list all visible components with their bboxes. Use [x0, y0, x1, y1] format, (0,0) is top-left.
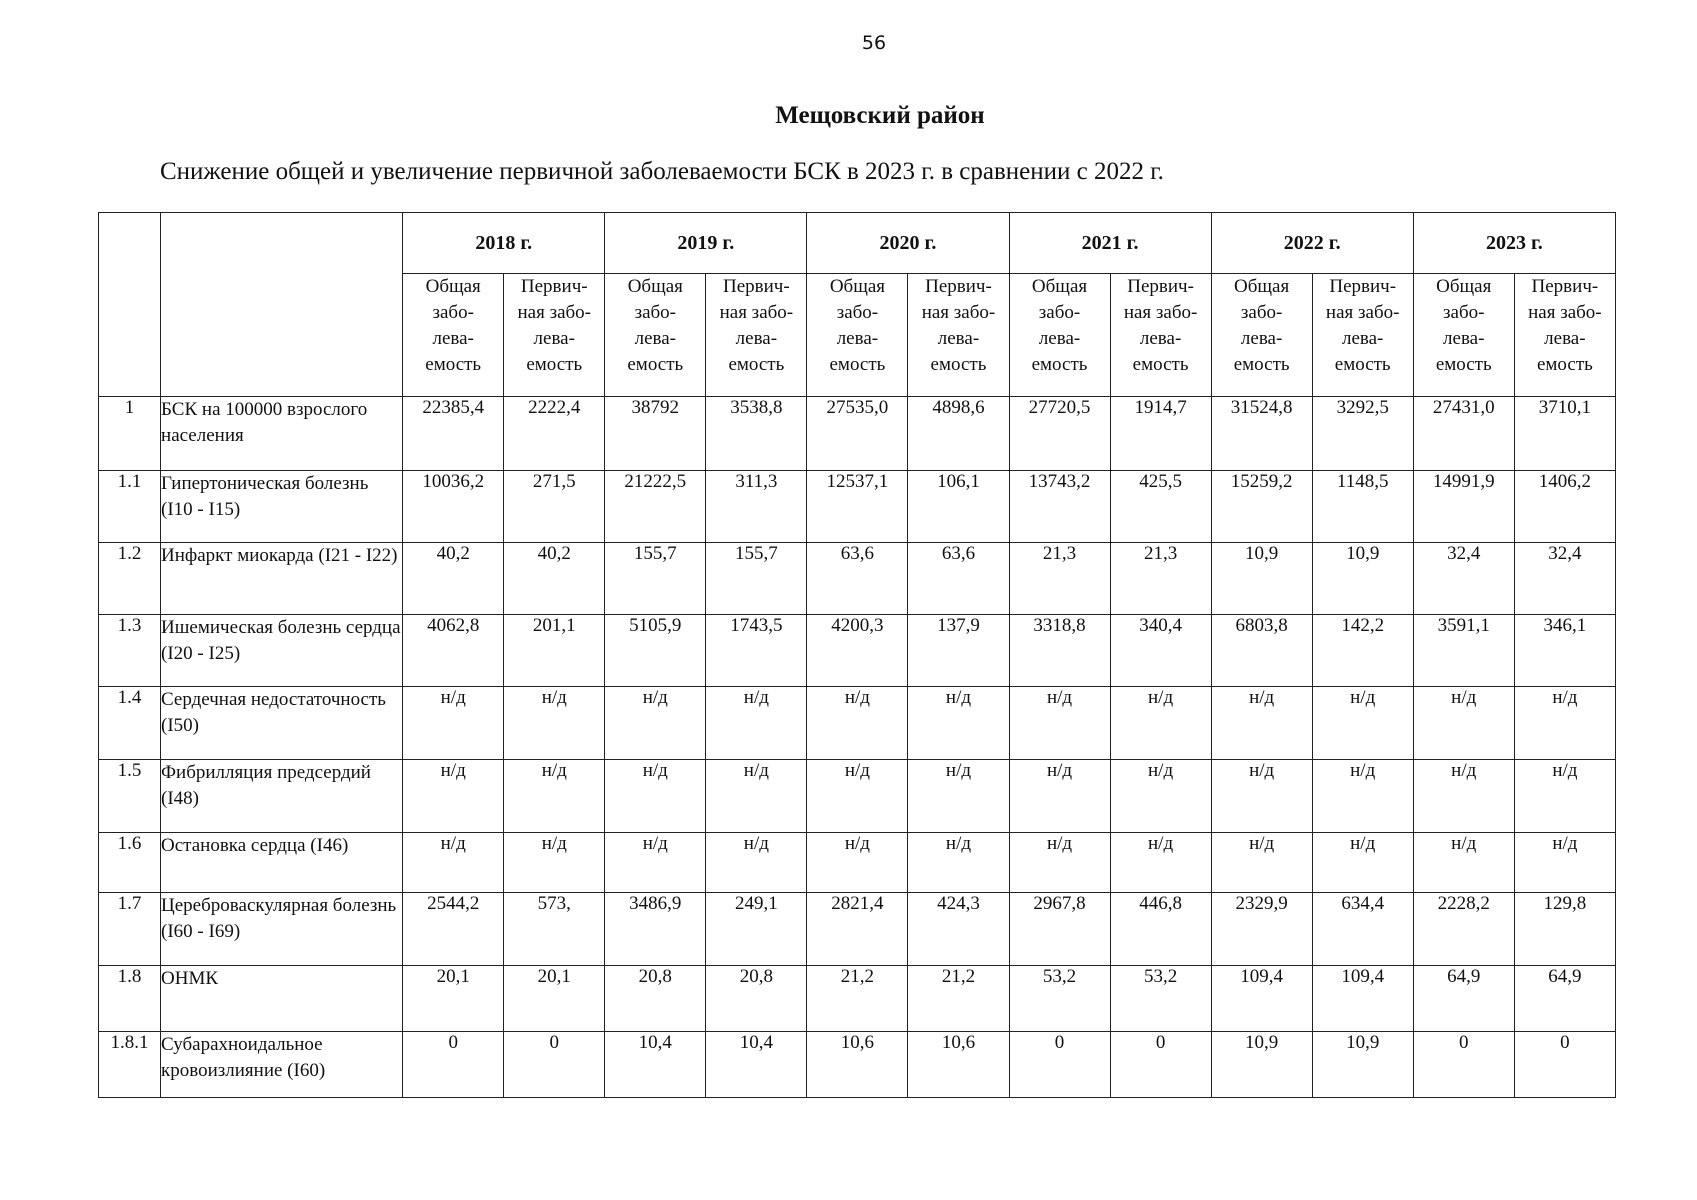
cell-general-morbidity: 31524,8	[1211, 397, 1312, 471]
cell-primary-morbidity: 1743,5	[706, 615, 807, 687]
cell-general-morbidity: 3318,8	[1009, 615, 1110, 687]
header-general-morbidity: Общая забо- лева- емость	[1009, 274, 1110, 397]
cell-general-morbidity: 13743,2	[1009, 471, 1110, 543]
cell-general-morbidity: 20,1	[403, 966, 504, 1032]
cell-primary-morbidity: 4898,6	[908, 397, 1009, 471]
cell-primary-morbidity: 424,3	[908, 893, 1009, 966]
cell-primary-morbidity: 346,1	[1514, 615, 1615, 687]
cell-primary-morbidity: 1406,2	[1514, 471, 1615, 543]
cell-primary-morbidity: 1914,7	[1110, 397, 1211, 471]
cell-general-morbidity: 4200,3	[807, 615, 908, 687]
row-number: 1	[99, 397, 161, 471]
header-general-morbidity: Общая забо- лева- емость	[1211, 274, 1312, 397]
cell-primary-morbidity: 21,3	[1110, 543, 1211, 615]
cell-general-morbidity: 0	[1413, 1032, 1514, 1098]
cell-general-morbidity: н/д	[605, 833, 706, 893]
table-row	[99, 687, 1616, 760]
cell-general-morbidity: 3591,1	[1413, 615, 1514, 687]
cell-general-morbidity: н/д	[1413, 833, 1514, 893]
header-year: 2021 г.	[1009, 213, 1211, 274]
cell-general-morbidity: 27720,5	[1009, 397, 1110, 471]
cell-general-morbidity: н/д	[1211, 833, 1312, 893]
row-disease-name: Субарахноидальное кровоизлияние (I60)	[161, 1032, 403, 1098]
district-title: Мещовский район	[775, 102, 985, 129]
cell-general-morbidity: 0	[403, 1032, 504, 1098]
row-disease-name: Ишемическая болезнь сердца (I20 - I25)	[161, 615, 403, 687]
cell-primary-morbidity: 21,2	[908, 966, 1009, 1032]
cell-general-morbidity: н/д	[403, 687, 504, 760]
cell-primary-morbidity: 64,9	[1514, 966, 1615, 1032]
cell-general-morbidity: 2544,2	[403, 893, 504, 966]
table-row	[99, 1032, 1616, 1098]
cell-primary-morbidity: н/д	[504, 833, 605, 893]
cell-primary-morbidity: н/д	[1514, 687, 1615, 760]
cell-general-morbidity: 109,4	[1211, 966, 1312, 1032]
row-number: 1.5	[99, 760, 161, 833]
morbidity-table	[98, 212, 1616, 1098]
cell-primary-morbidity: 10,4	[706, 1032, 807, 1098]
cell-general-morbidity: 14991,9	[1413, 471, 1514, 543]
header-primary-morbidity: Первич- ная забо- лева- емость	[504, 274, 605, 397]
cell-general-morbidity: 5105,9	[605, 615, 706, 687]
cell-primary-morbidity: н/д	[1312, 760, 1413, 833]
table-body	[99, 397, 1616, 1098]
cell-primary-morbidity: н/д	[504, 760, 605, 833]
cell-primary-morbidity: 2222,4	[504, 397, 605, 471]
cell-general-morbidity: 38792	[605, 397, 706, 471]
header-year: 2020 г.	[807, 213, 1009, 274]
cell-general-morbidity: н/д	[1009, 687, 1110, 760]
row-number: 1.4	[99, 687, 161, 760]
cell-primary-morbidity: 142,2	[1312, 615, 1413, 687]
row-number: 1.1	[99, 471, 161, 543]
cell-primary-morbidity: 155,7	[706, 543, 807, 615]
row-number: 1.7	[99, 893, 161, 966]
row-disease-name: БСК на 100000 взрослого населения	[161, 397, 403, 471]
cell-primary-morbidity: 32,4	[1514, 543, 1615, 615]
cell-primary-morbidity: н/д	[908, 687, 1009, 760]
cell-primary-morbidity: 425,5	[1110, 471, 1211, 543]
cell-general-morbidity: н/д	[807, 833, 908, 893]
cell-primary-morbidity: 0	[504, 1032, 605, 1098]
cell-general-morbidity: н/д	[403, 833, 504, 893]
header-primary-morbidity: Первич- ная забо- лева- емость	[1514, 274, 1615, 397]
cell-general-morbidity: 3486,9	[605, 893, 706, 966]
row-disease-name: Остановка сердца (I46)	[161, 833, 403, 893]
cell-general-morbidity: 4062,8	[403, 615, 504, 687]
header-general-morbidity: Общая забо- лева- емость	[403, 274, 504, 397]
cell-general-morbidity: 21,3	[1009, 543, 1110, 615]
table-row	[99, 543, 1616, 615]
row-disease-name: Цереброваскулярная болезнь (I60 - I69)	[161, 893, 403, 966]
header-primary-morbidity: Первич- ная забо- лева- емость	[1110, 274, 1211, 397]
header-year: 2019 г.	[605, 213, 807, 274]
cell-general-morbidity: 22385,4	[403, 397, 504, 471]
cell-primary-morbidity: 340,4	[1110, 615, 1211, 687]
cell-primary-morbidity: н/д	[1514, 833, 1615, 893]
cell-primary-morbidity: 249,1	[706, 893, 807, 966]
cell-primary-morbidity: 10,9	[1312, 1032, 1413, 1098]
header-primary-morbidity: Первич- ная забо- лева- емость	[706, 274, 807, 397]
cell-primary-morbidity: 40,2	[504, 543, 605, 615]
cell-general-morbidity: н/д	[807, 760, 908, 833]
cell-primary-morbidity: 106,1	[908, 471, 1009, 543]
cell-general-morbidity: 10,9	[1211, 1032, 1312, 1098]
cell-primary-morbidity: 573,	[504, 893, 605, 966]
cell-general-morbidity: 64,9	[1413, 966, 1514, 1032]
row-number: 1.6	[99, 833, 161, 893]
cell-primary-morbidity: 3292,5	[1312, 397, 1413, 471]
cell-general-morbidity: 10,4	[605, 1032, 706, 1098]
cell-general-morbidity: н/д	[605, 760, 706, 833]
cell-general-morbidity: 20,8	[605, 966, 706, 1032]
header-year: 2022 г.	[1211, 213, 1413, 274]
cell-general-morbidity: 27431,0	[1413, 397, 1514, 471]
cell-primary-morbidity: 137,9	[908, 615, 1009, 687]
cell-general-morbidity: н/д	[1211, 760, 1312, 833]
header-name-cell	[161, 213, 403, 397]
header-general-morbidity: Общая забо- лева- емость	[807, 274, 908, 397]
cell-general-morbidity: 21222,5	[605, 471, 706, 543]
cell-general-morbidity: н/д	[1413, 760, 1514, 833]
cell-primary-morbidity: 53,2	[1110, 966, 1211, 1032]
cell-primary-morbidity: 446,8	[1110, 893, 1211, 966]
cell-primary-morbidity: 311,3	[706, 471, 807, 543]
row-number: 1.8.1	[99, 1032, 161, 1098]
cell-primary-morbidity: н/д	[1110, 760, 1211, 833]
cell-primary-morbidity: 634,4	[1312, 893, 1413, 966]
header-primary-morbidity: Первич- ная забо- лева- емость	[1312, 274, 1413, 397]
cell-general-morbidity: 32,4	[1413, 543, 1514, 615]
table-row	[99, 833, 1616, 893]
cell-general-morbidity: 12537,1	[807, 471, 908, 543]
cell-general-morbidity: н/д	[403, 760, 504, 833]
cell-primary-morbidity: н/д	[1514, 760, 1615, 833]
cell-general-morbidity: 63,6	[807, 543, 908, 615]
cell-primary-morbidity: 3710,1	[1514, 397, 1615, 471]
header-row-years	[99, 213, 1616, 274]
cell-general-morbidity: 10036,2	[403, 471, 504, 543]
header-primary-morbidity: Первич- ная забо- лева- емость	[908, 274, 1009, 397]
cell-general-morbidity: 21,2	[807, 966, 908, 1032]
cell-general-morbidity: 2967,8	[1009, 893, 1110, 966]
row-disease-name: Фибрилляция предсердий (I48)	[161, 760, 403, 833]
table-row	[99, 615, 1616, 687]
header-general-morbidity: Общая забо- лева- емость	[1413, 274, 1514, 397]
cell-primary-morbidity: н/д	[1110, 687, 1211, 760]
cell-primary-morbidity: 271,5	[504, 471, 605, 543]
cell-primary-morbidity: н/д	[504, 687, 605, 760]
cell-general-morbidity: 155,7	[605, 543, 706, 615]
table-row	[99, 760, 1616, 833]
cell-general-morbidity: н/д	[605, 687, 706, 760]
page-number: 56	[861, 32, 887, 54]
cell-primary-morbidity: н/д	[1312, 833, 1413, 893]
table-row	[99, 471, 1616, 543]
cell-primary-morbidity: 0	[1514, 1032, 1615, 1098]
cell-general-morbidity: 53,2	[1009, 966, 1110, 1032]
cell-general-morbidity: 2329,9	[1211, 893, 1312, 966]
cell-primary-morbidity: 129,8	[1514, 893, 1615, 966]
table-row	[99, 966, 1616, 1032]
header-general-morbidity: Общая забо- лева- емость	[605, 274, 706, 397]
cell-primary-morbidity: н/д	[1312, 687, 1413, 760]
cell-general-morbidity: 2821,4	[807, 893, 908, 966]
cell-primary-morbidity: 0	[1110, 1032, 1211, 1098]
cell-general-morbidity: 15259,2	[1211, 471, 1312, 543]
cell-general-morbidity: 0	[1009, 1032, 1110, 1098]
row-disease-name: ОНМК	[161, 966, 403, 1032]
cell-general-morbidity: 2228,2	[1413, 893, 1514, 966]
row-number: 1.2	[99, 543, 161, 615]
table-row	[99, 893, 1616, 966]
table-row	[99, 397, 1616, 471]
cell-primary-morbidity: 10,6	[908, 1032, 1009, 1098]
cell-primary-morbidity: н/д	[706, 833, 807, 893]
cell-primary-morbidity: 10,9	[1312, 543, 1413, 615]
table-caption: Снижение общей и увеличение первичной заболеваемости БСК в 2023 г. в сравнении с 2022 г.	[160, 158, 1164, 185]
cell-primary-morbidity: 109,4	[1312, 966, 1413, 1032]
cell-general-morbidity: н/д	[1211, 687, 1312, 760]
row-disease-name: Инфаркт миокарда (I21 - I22)	[161, 543, 403, 615]
cell-general-morbidity: н/д	[807, 687, 908, 760]
cell-general-morbidity: 6803,8	[1211, 615, 1312, 687]
cell-primary-morbidity: 201,1	[504, 615, 605, 687]
cell-primary-morbidity: 63,6	[908, 543, 1009, 615]
cell-primary-morbidity: 3538,8	[706, 397, 807, 471]
cell-primary-morbidity: 20,8	[706, 966, 807, 1032]
cell-primary-morbidity: 20,1	[504, 966, 605, 1032]
header-year: 2023 г.	[1413, 213, 1615, 274]
row-disease-name: Сердечная недостаточность (I50)	[161, 687, 403, 760]
cell-general-morbidity: 10,6	[807, 1032, 908, 1098]
cell-primary-morbidity: 1148,5	[1312, 471, 1413, 543]
cell-primary-morbidity: н/д	[1110, 833, 1211, 893]
cell-general-morbidity: н/д	[1009, 760, 1110, 833]
header-num-cell	[99, 213, 161, 397]
cell-general-morbidity: 10,9	[1211, 543, 1312, 615]
row-disease-name: Гипертоническая болезнь (I10 - I15)	[161, 471, 403, 543]
cell-primary-morbidity: н/д	[706, 687, 807, 760]
cell-general-morbidity: 40,2	[403, 543, 504, 615]
cell-primary-morbidity: н/д	[706, 760, 807, 833]
cell-general-morbidity: 27535,0	[807, 397, 908, 471]
cell-primary-morbidity: н/д	[908, 760, 1009, 833]
cell-general-morbidity: н/д	[1009, 833, 1110, 893]
cell-primary-morbidity: н/д	[908, 833, 1009, 893]
row-number: 1.3	[99, 615, 161, 687]
cell-general-morbidity: н/д	[1413, 687, 1514, 760]
row-number: 1.8	[99, 966, 161, 1032]
header-year: 2018 г.	[403, 213, 605, 274]
